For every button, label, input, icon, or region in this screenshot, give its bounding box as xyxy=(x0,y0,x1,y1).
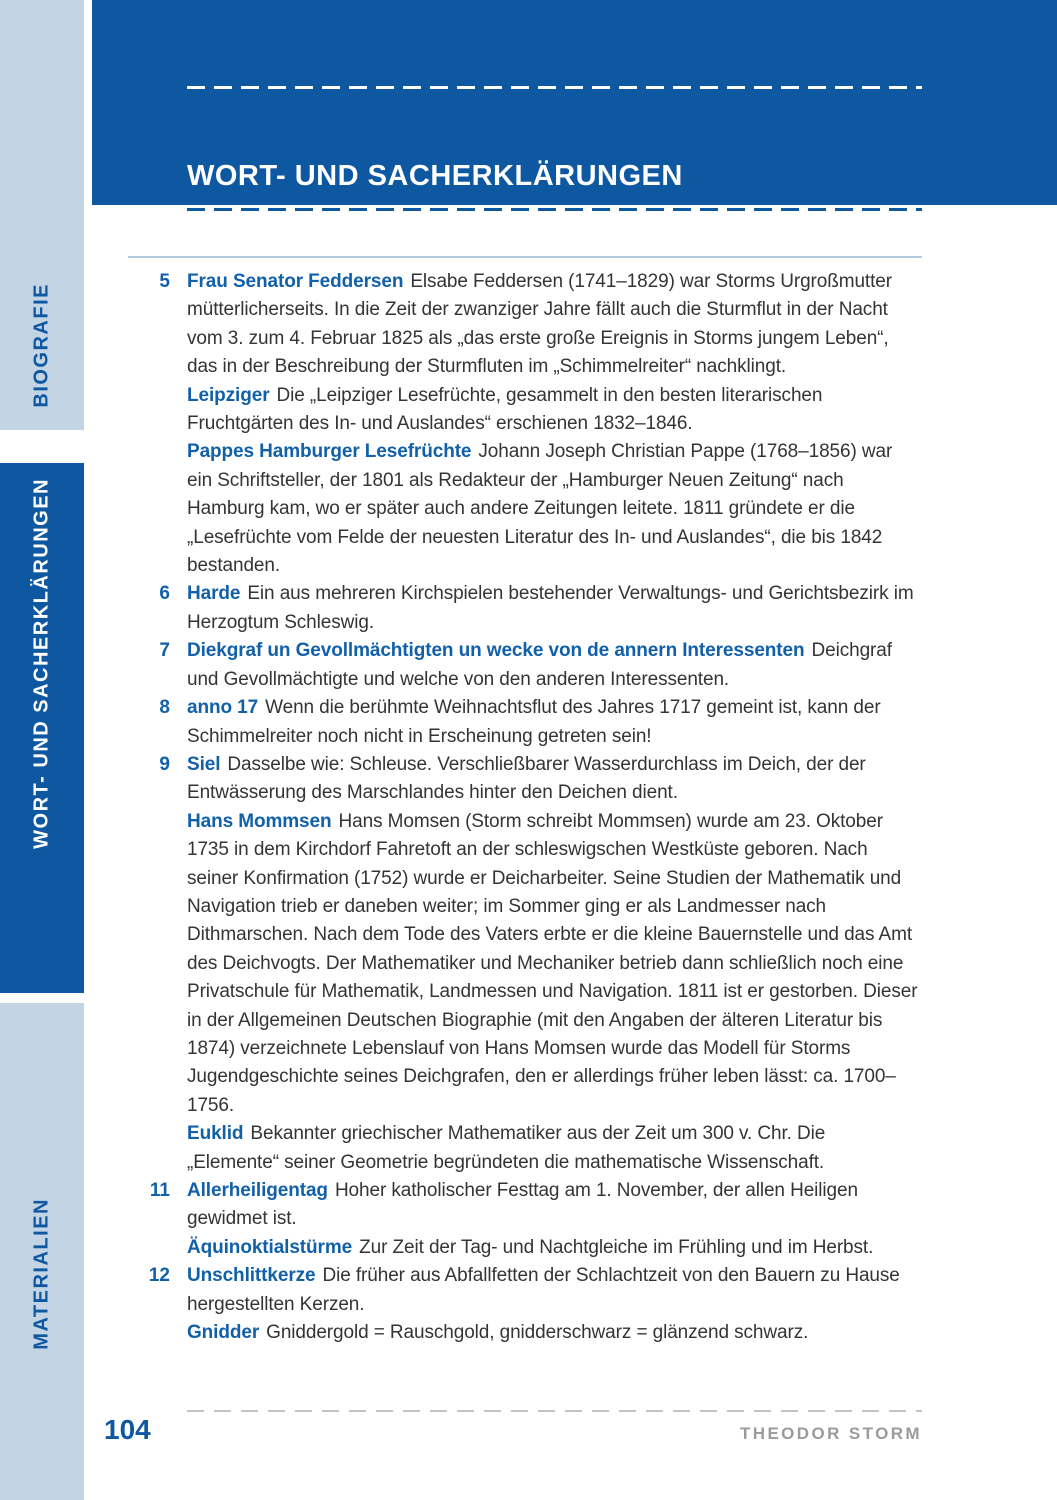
entry-paragraph: Hans Mommsen Hans Momsen (Storm schreibt Mommsen) wurde am 23. Oktober 1735 in dem Kirchdorf Fahretoft an der schleswigschen Westküste geboren. Nach seiner Konfirmation (1752) wurde er Deicharbeiter. Seine Studien der Mathematik und Navigation trieb er daneben weiter; im Sommer ging er als Landmesser nach Dithmarschen. Nach dem Tode des Vaters erbte er die kleine Bauernstelle und das Amt des Deichvogts. Der Mathematiker und Mechaniker betrieb dann schließlich noch eine Privatschule für Mathematik, Landmessen und Navigation. 1811 ist er gestorben. Dieser in der Allgemeinen Deutschen Biographie (mit den Angaben der älteren Literatur bis 1874) verzeichnete Lebenslauf von Hans Momsen wurde das Modell für Storms Jugendgeschichte seines Deichgrafen, den er allerdings früher leben lässt: ca. 1700–1756. xyxy=(187,810,918,1116)
sidebar-tab-biografie xyxy=(0,0,84,430)
entry-paragraph: Allerheiligentag Hoher katholischer Festtag am 1. November, der allen Heiligen gewidmet ist. xyxy=(187,1180,858,1230)
entry-line-number: 7 xyxy=(159,640,170,662)
entry-paragraph: Leipziger Die „Leipziger Lesefrüchte, gesammelt in den besten literarischen Fruchtgärten des In- und Auslandes“ erschienen 1832–1846. xyxy=(187,384,823,435)
glossary-entry xyxy=(149,1177,922,1234)
footer-dashed-line xyxy=(187,1410,922,1412)
footer-author: THEODOR STORM xyxy=(739,1424,922,1443)
entry-paragraph: anno 17 Wenn die berühmte Weihnachtsflut des Jahres 1717 gemeint ist, kann der Schimmelreiter noch nicht in Erscheinung getreten sein! xyxy=(187,697,881,747)
entry-line-number: 11 xyxy=(149,1180,170,1201)
header-dashed-line-top xyxy=(187,86,922,89)
entry-term: Frau Senator Feddersen xyxy=(187,271,404,292)
glossary-entry xyxy=(159,580,922,637)
glossary-entry xyxy=(187,382,922,439)
entry-term: Pappes Hamburger Lesefrüchte xyxy=(187,441,472,463)
glossary-entry xyxy=(187,1319,922,1347)
page-title: WORT- UND SACHERKLÄRUNGEN xyxy=(187,160,683,193)
entry-paragraph: Pappes Hamburger Lesefrüchte Johann Joseph Christian Pappe (1768–1856) war ein Schriftsteller, der 1801 als Redakteur der „Hamburger Neuen Zeitung“ nach Hamburg kam, wo er später auch andere Zeitungen leitete. 1811 gründete er die „Lesefrüchte vom Felde der neuesten Literatur des In- und Auslandes“, die bis 1842 bestanden. xyxy=(187,441,893,577)
entry-term: Hans Mommsen xyxy=(187,810,332,832)
entry-term: Gnidder xyxy=(187,1322,260,1344)
entry-line-number: 12 xyxy=(148,1265,170,1287)
entry-term: Euklid xyxy=(187,1123,244,1145)
entry-paragraph: Äquinoktialstürme Zur Zeit der Tag- und Nachtgleiche im Frühling und im Herbst. xyxy=(187,1236,874,1258)
sidebar-tab-wort-und-sacherklaerungen xyxy=(0,463,84,993)
page-number: 104 xyxy=(104,1414,151,1445)
glossary-entry xyxy=(159,694,922,751)
glossary-entry xyxy=(187,438,922,580)
glossary-entry xyxy=(159,268,922,382)
glossary-entry xyxy=(159,751,922,808)
entry-line-number: 5 xyxy=(159,271,170,292)
entry-term: Siel xyxy=(187,753,221,775)
glossary-entry xyxy=(148,1262,922,1319)
glossary-entry xyxy=(187,808,922,1120)
entry-paragraph: Diekgraf un Gevollmächtigten un wecke von de annern Interessenten Deichgraf und Gevollmächtigte und welche von den anderen Interessenten. xyxy=(187,640,892,690)
sidebar-tab-label: WORT- UND SACHERKLÄRUNGEN xyxy=(30,478,53,849)
sidebar-tab-materialien xyxy=(0,1003,84,1500)
sidebar-tab-label: BIOGRAFIE xyxy=(30,283,53,408)
entry-line-number: 9 xyxy=(159,753,170,775)
chapter-header-banner xyxy=(92,0,1057,205)
entry-paragraph: Euklid Bekannter griechischer Mathematiker aus der Zeit um 300 v. Chr. Die „Elemente“ seiner Geometrie begründeten die mathematische Wissenschaft. xyxy=(187,1123,826,1173)
entry-term: anno 17 xyxy=(187,697,259,719)
entry-term: Harde xyxy=(187,583,241,605)
entry-paragraph: Gnidder Gniddergold = Rauschgold, gnidderschwarz = glänzend schwarz. xyxy=(187,1322,809,1344)
entry-term: Unschlittkerze xyxy=(187,1265,316,1287)
entry-line-number: 8 xyxy=(159,697,170,719)
entry-term: Leipziger xyxy=(187,384,270,406)
entry-term: Äquinoktialstürme xyxy=(187,1236,353,1258)
entry-paragraph: Unschlittkerze Die früher aus Abfallfetten der Schlachtzeit von den Bauern zu Hause hergestellten Kerzen. xyxy=(187,1265,900,1315)
sidebar-tab-label: MATERIALIEN xyxy=(30,1198,53,1350)
glossary-entry xyxy=(159,637,922,694)
glossary-entry xyxy=(187,1234,922,1262)
entries-list xyxy=(148,268,922,1347)
entry-paragraph: Harde Ein aus mehreren Kirchspielen bestehender Verwaltungs- und Gerichtsbezirk im Herzogtum Schleswig. xyxy=(187,583,914,633)
glossary-entry xyxy=(187,1120,922,1177)
entry-term: Allerheiligentag xyxy=(187,1180,328,1201)
entry-term: Diekgraf un Gevollmächtigten un wecke von de annern Interessenten xyxy=(187,640,805,662)
header-dashed-line-bottom xyxy=(187,208,922,211)
entry-paragraph: Frau Senator Feddersen Elsabe Feddersen (1741–1829) war Storms Urgroßmutter mütterlicherseits. In die Zeit der zwanziger Jahre fällt auch die Sturmflut in der Nacht vom 3. zum 4. Februar 1825 als „das erste große Ereignis in Storms jungem Leben“, das in der Beschreibung der Sturmfluten im „Schimmelreiter“ nachklingt. xyxy=(187,271,892,378)
entry-line-number: 6 xyxy=(159,583,170,605)
entry-paragraph: Siel Dasselbe wie: Schleuse. Verschließbarer Wasserdurchlass im Deich, der der Entwässerung des Marschlandes hinter den Deichen dient. xyxy=(187,753,866,804)
content-top-rule xyxy=(128,256,922,258)
